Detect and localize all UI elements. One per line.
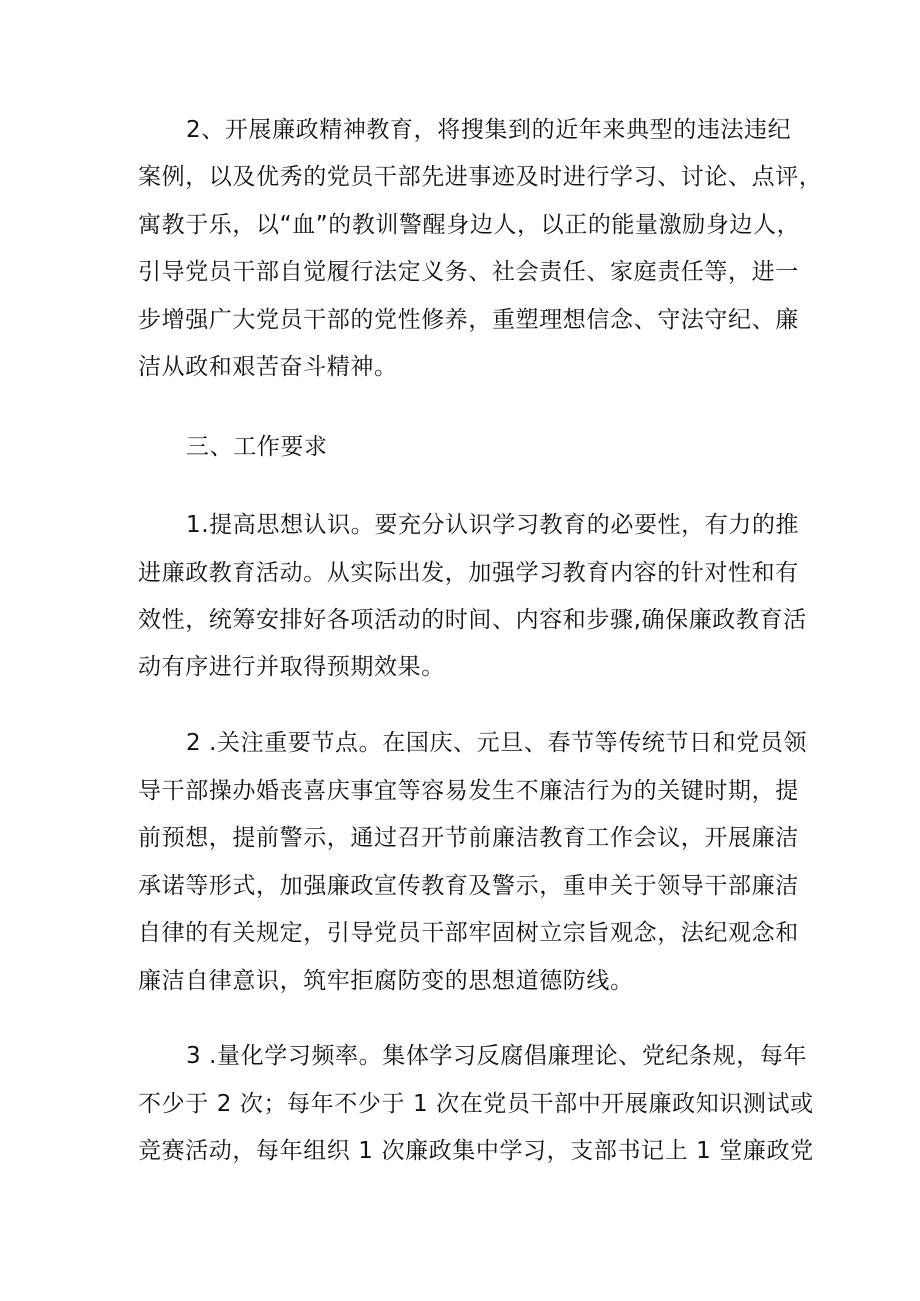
requirement-2-line-4: 承诺等形式，加强廉政宣传教育及警示，重申关于领导干部廉洁 [138, 873, 799, 899]
requirement-2-line-2: 导干部操办婚丧喜庆事宜等容易发生不廉洁行为的关键时期，提 [138, 778, 799, 804]
requirement-3-line-1: 3 .量化学习频率。集体学习反腐倡廉理论、党纪条规，每年 [186, 1043, 808, 1069]
paragraph-2-line-3: 寓教于乐，以“血”的教训警醒身边人，以正的能量激励身边人， [138, 212, 801, 238]
paragraph-2-line-6: 洁从政和艰苦奋斗精神。 [138, 354, 398, 380]
section-heading: 三、工作要求 [186, 434, 328, 460]
requirement-1-line-2: 进廉政教育活动。从实际出发，加强学习教育内容的针对性和有 [138, 560, 799, 586]
requirement-1-line-4: 动有序进行并取得预期效果。 [138, 654, 445, 680]
requirement-2-line-5: 自律的有关规定，引导党员干部牢固树立宗旨观念，法纪观念和 [138, 920, 799, 946]
paragraph-2-line-2: 案例，以及优秀的党员干部先进事迹及时进行学习、讨论、点评， [138, 164, 823, 190]
requirement-1-line-3: 效性，统筹安排好各项活动的时间、内容和步骤,确保廉政教育活 [138, 607, 807, 633]
requirement-2-line-1: 2 .关注重要节点。在国庆、元旦、春节等传统节日和党员领 [186, 730, 808, 756]
paragraph-2-line-1: 2、开展廉政精神教育，将搜集到的近年来典型的违法违纪 [186, 117, 792, 143]
requirement-3-line-3: 竞赛活动，每年组织 1 次廉政集中学习，支部书记上 1 堂廉政党 [138, 1138, 814, 1164]
paragraph-2-line-4: 引导党员干部自觉履行法定义务、社会责任、家庭责任等，进一 [138, 259, 799, 285]
requirement-3-line-2: 不少于 2 次；每年不少于 1 次在党员干部中开展廉政知识测试或 [138, 1091, 814, 1117]
paragraph-2-line-5: 步增强广大党员干部的党性修养，重塑理想信念、守法守纪、廉 [138, 307, 799, 333]
requirement-1-line-1: 1.提高思想认识。要充分认识学习教育的必要性，有力的推 [186, 512, 800, 538]
requirement-2-line-3: 前预想，提前警示，通过召开节前廉洁教育工作会议，开展廉洁 [138, 825, 799, 851]
requirement-2-line-6: 廉洁自律意识，筑牢拒腐防变的思想道德防线。 [138, 968, 634, 994]
